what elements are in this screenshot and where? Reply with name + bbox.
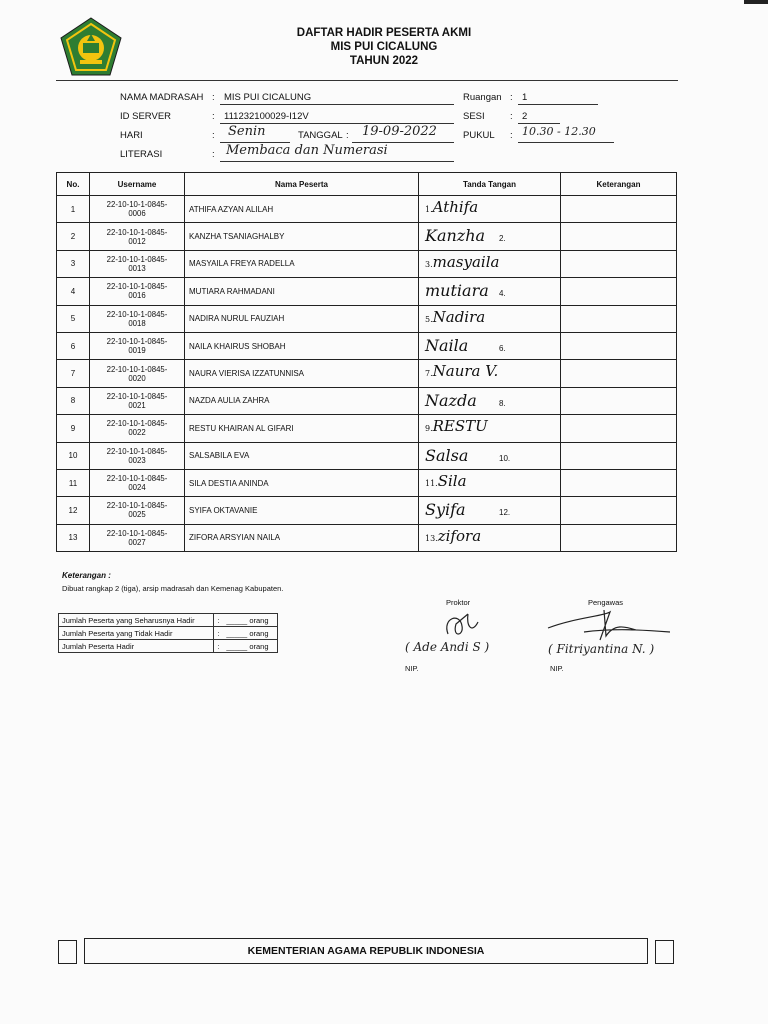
username-part-1: 22-10-10-1-0845- (106, 391, 168, 401)
signature-text: zifora (437, 526, 482, 545)
signature-text: masyaila (432, 252, 500, 271)
handwritten-signature (425, 527, 481, 545)
col-header-no: No. (57, 173, 90, 196)
hari-label: HARI (120, 130, 143, 141)
row-number: 2 (57, 223, 90, 250)
ruangan-value: 1 (522, 92, 528, 103)
summary-unit: _____ orang (223, 640, 277, 653)
username-part-1: 22-10-10-1-0845- (106, 254, 168, 264)
tanggal-label: TANGGAL (298, 130, 343, 141)
literasi-label: LITERASI (120, 149, 163, 160)
participant-name: NADIRA NURUL FAUZIAH (185, 305, 419, 332)
username-cell (90, 497, 185, 524)
nama-madrasah-underline (220, 104, 454, 105)
signature-cell (419, 305, 561, 332)
handwritten-signature (425, 362, 498, 380)
colon: : (510, 130, 513, 141)
summary-unit: _____ orang (223, 627, 277, 640)
nama-madrasah-label: NAMA MADRASAH (120, 92, 204, 103)
summary-colon: : (214, 640, 224, 653)
sesi-underline (518, 123, 560, 124)
handwritten-signature: Kanzha (425, 226, 486, 246)
row-number: 12 (57, 497, 90, 524)
signature-cell (419, 524, 561, 551)
signature-number: 12. (499, 508, 511, 518)
title-line-2: MIS PUI CICALUNG (330, 41, 438, 53)
signature-number: 11. (425, 478, 438, 488)
username-part-2: 0024 (128, 483, 146, 493)
row-number: 8 (57, 387, 90, 414)
username-cell (90, 250, 185, 277)
handwritten-signature (425, 308, 485, 326)
signature-number: 1. (425, 205, 433, 214)
keterangan-cell (561, 332, 677, 359)
signature-cell (419, 332, 561, 359)
signature-number: 13. (425, 533, 438, 543)
attendance-table-body (57, 196, 677, 552)
username-part-1: 22-10-10-1-0845- (106, 419, 168, 429)
footer-bar: KEMENTERIAN AGAMA REPUBLIK INDONESIA (84, 938, 648, 964)
signature-cell (419, 196, 561, 223)
col-header-keterangan: Keterangan (561, 173, 677, 196)
signature-number: 2. (499, 234, 506, 244)
ruangan-underline (518, 104, 598, 105)
participant-name: MASYAILA FREYA RADELLA (185, 250, 419, 277)
table-row (57, 442, 677, 469)
colon: : (212, 92, 215, 103)
signature-cell (419, 497, 561, 524)
username-cell (90, 223, 185, 250)
keterangan-cell (561, 442, 677, 469)
keterangan-cell (561, 250, 677, 277)
signature-number: 8. (499, 398, 506, 408)
username-part-2: 0018 (128, 318, 146, 328)
keterangan-cell (561, 360, 677, 387)
username-cell (90, 415, 185, 442)
summary-label: Jumlah Peserta Hadir (59, 640, 214, 653)
id-server-label: ID SERVER (120, 111, 172, 122)
pukul-label: PUKUL (463, 130, 495, 141)
username-cell (90, 196, 185, 223)
username-part-2: 0012 (128, 236, 146, 246)
summary-colon: : (214, 627, 224, 640)
username-part-2: 0023 (128, 455, 146, 465)
notes-title: Keterangan : (62, 571, 111, 580)
table-row (57, 469, 677, 496)
signature-number: 9. (425, 424, 433, 434)
title-line-3: TAHUN 2022 (349, 55, 419, 67)
row-number: 1 (57, 196, 90, 223)
row-number: 6 (57, 332, 90, 359)
username-cell (90, 387, 185, 414)
handwritten-signature: Salsa (425, 445, 469, 465)
signature-number: 6. (499, 343, 506, 353)
colon: : (212, 149, 215, 160)
colon: : (212, 111, 215, 122)
signature-cell (419, 278, 561, 305)
table-row (57, 278, 677, 305)
signature-cell (419, 387, 561, 414)
participant-name: NAZDA AULIA ZAHRA (185, 387, 419, 414)
row-number: 9 (57, 415, 90, 442)
col-header-username: Username (90, 173, 185, 196)
literasi-value: Membaca dan Numerasi (226, 143, 388, 158)
notes-text: Dibuat rangkap 2 (tiga), arsip madrasah dan Kemenag Kabupaten. (62, 584, 284, 593)
username-part-2: 0013 (128, 263, 146, 273)
participant-name: ZIFORA ARSYIAN NAILA (185, 524, 419, 551)
row-number: 4 (57, 278, 90, 305)
sesi-label: SESI (463, 111, 485, 122)
signature-cell (419, 469, 561, 496)
pukul-value: 10.30 - 12.30 (522, 125, 596, 138)
literasi-underline (220, 161, 454, 162)
participant-name: RESTU KHAIRAN AL GIFARI (185, 415, 419, 442)
attendance-table (56, 172, 677, 552)
signature-text: Naura V. (432, 362, 499, 381)
table-row (57, 360, 677, 387)
nama-madrasah-value: MIS PUI CICALUNG (224, 92, 312, 103)
pengawas-nip: NIP. (550, 664, 564, 673)
summary-colon: : (214, 614, 224, 627)
keterangan-cell (561, 524, 677, 551)
footer-left-box (58, 940, 77, 964)
table-row (57, 415, 677, 442)
username-part-2: 0025 (128, 510, 146, 520)
username-cell (90, 442, 185, 469)
keterangan-cell (561, 305, 677, 332)
row-number: 7 (57, 360, 90, 387)
keterangan-cell (561, 469, 677, 496)
summary-unit: _____ orang (223, 614, 277, 627)
handwritten-signature: Nazda (425, 390, 477, 410)
username-part-2: 0019 (128, 346, 146, 356)
table-header-row (57, 173, 677, 196)
hari-value: Senin (228, 124, 266, 139)
handwritten-signature (425, 417, 488, 435)
participant-name: NAILA KHAIRUS SHOBAH (185, 332, 419, 359)
signature-cell (419, 415, 561, 442)
participant-name: NAURA VIERISA IZZATUNNISA (185, 360, 419, 387)
colon: : (212, 130, 215, 141)
username-cell (90, 305, 185, 332)
signature-number: 7. (425, 369, 433, 379)
pengawas-label: Pengawas (588, 598, 624, 607)
summary-table (58, 613, 278, 653)
table-row (57, 250, 677, 277)
username-part-2: 0021 (128, 400, 146, 410)
signature-cell (419, 223, 561, 250)
col-header-nama-peserta: Nama Peserta (185, 173, 419, 196)
proktor-name: ( Ade Andi S ) (405, 640, 490, 654)
username-cell (90, 524, 185, 551)
table-row (57, 223, 677, 250)
table-row (57, 387, 677, 414)
proktor-signature (438, 608, 488, 644)
signature-text: Sila (437, 471, 467, 490)
keterangan-cell (561, 278, 677, 305)
proktor-label: Proktor (446, 598, 471, 607)
handwritten-signature (425, 253, 499, 271)
handwritten-signature: Syifa (425, 500, 466, 520)
username-part-1: 22-10-10-1-0845- (106, 528, 168, 538)
table-row (57, 305, 677, 332)
signature-cell (419, 360, 561, 387)
ruangan-label: Ruangan (463, 92, 502, 103)
sesi-value: 2 (522, 111, 528, 122)
proktor-nip: NIP. (405, 664, 419, 673)
username-part-1: 22-10-10-1-0845- (106, 446, 168, 456)
username-part-2: 0020 (128, 373, 146, 383)
username-part-2: 0027 (128, 537, 146, 547)
summary-row (59, 640, 278, 653)
keterangan-cell (561, 387, 677, 414)
title-divider (56, 80, 678, 81)
signature-text: RESTU (432, 417, 488, 436)
keterangan-cell (561, 223, 677, 250)
table-row (57, 196, 677, 223)
signature-text: Athifa (432, 198, 479, 216)
username-part-1: 22-10-10-1-0845- (106, 364, 168, 374)
colon: : (346, 130, 349, 141)
id-server-value: 111232100029-I12V (224, 111, 309, 122)
summary-row (59, 627, 278, 640)
document-title (0, 26, 768, 68)
username-part-2: 0006 (128, 209, 146, 219)
table-row (57, 332, 677, 359)
username-part-1: 22-10-10-1-0845- (106, 200, 168, 210)
username-part-2: 0022 (128, 428, 146, 438)
signature-number: 5. (425, 314, 433, 324)
pengawas-signature (544, 606, 674, 646)
username-part-1: 22-10-10-1-0845- (106, 309, 168, 319)
handwritten-signature (425, 198, 478, 216)
tanggal-value: 19-09-2022 (362, 124, 437, 139)
summary-label: Jumlah Peserta yang Seharusnya Hadir (59, 614, 214, 627)
table-row (57, 497, 677, 524)
username-part-1: 22-10-10-1-0845- (106, 501, 168, 511)
username-cell (90, 360, 185, 387)
footer-right-box (655, 940, 674, 964)
title-line-1: DAFTAR HADIR PESERTA AKMI (296, 27, 472, 39)
signature-number: 10. (499, 453, 511, 463)
col-header-tanda-tangan: Tanda Tangan (419, 173, 561, 196)
participant-name: SILA DESTIA ANINDA (185, 469, 419, 496)
keterangan-cell (561, 196, 677, 223)
row-number: 3 (57, 250, 90, 277)
signature-cell (419, 442, 561, 469)
keterangan-cell (561, 415, 677, 442)
summary-row (59, 614, 278, 627)
signature-text: Nadira (432, 307, 486, 326)
pengawas-name: ( Fitriyantina N. ) (548, 642, 655, 656)
username-part-1: 22-10-10-1-0845- (106, 282, 168, 292)
page-edge-mark (744, 0, 768, 4)
row-number: 13 (57, 524, 90, 551)
username-cell (90, 469, 185, 496)
participant-name: SYIFA OKTAVANIE (185, 497, 419, 524)
row-number: 5 (57, 305, 90, 332)
username-cell (90, 332, 185, 359)
username-cell (90, 278, 185, 305)
participant-name: KANZHA TSANIAGHALBY (185, 223, 419, 250)
participant-name: SALSABILA EVA (185, 442, 419, 469)
signature-cell (419, 250, 561, 277)
username-part-1: 22-10-10-1-0845- (106, 227, 168, 237)
signature-number: 3. (425, 259, 433, 269)
handwritten-signature: mutiara (425, 281, 489, 301)
participant-name: MUTIARA RAHMADANI (185, 278, 419, 305)
pukul-underline (518, 142, 614, 143)
table-row (57, 524, 677, 551)
row-number: 10 (57, 442, 90, 469)
username-part-1: 22-10-10-1-0845- (106, 474, 168, 484)
keterangan-cell (561, 497, 677, 524)
username-part-2: 0016 (128, 291, 146, 301)
participant-name: ATHIFA AZYAN ALILAH (185, 196, 419, 223)
username-part-1: 22-10-10-1-0845- (106, 337, 168, 347)
colon: : (510, 111, 513, 122)
handwritten-signature (425, 472, 467, 490)
colon: : (510, 92, 513, 103)
handwritten-signature: Naila (425, 335, 469, 355)
summary-label: Jumlah Peserta yang Tidak Hadir (59, 627, 214, 640)
signature-number: 4. (499, 289, 506, 299)
row-number: 11 (57, 469, 90, 496)
